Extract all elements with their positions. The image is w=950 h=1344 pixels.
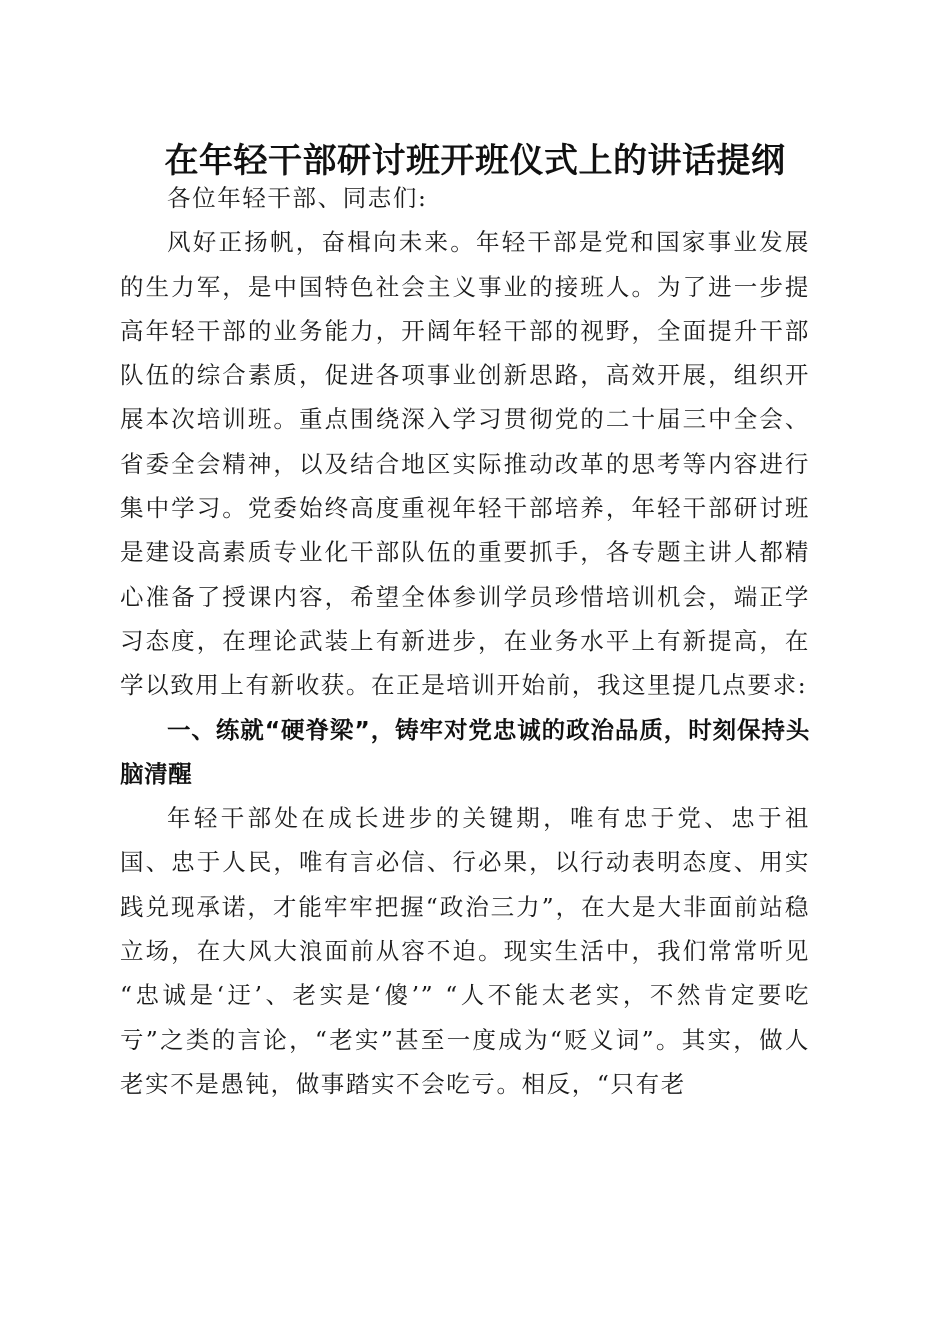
intro-paragraph: 风好正扬帆，奋楫向未来。年轻干部是党和国家事业发展的生力军，是中国特色社会主义事业的接班人。为了进一步提高年轻干部的业务能力，开阔年轻干部的视野，全面提升干部队伍的综合素质，促进各项事业创新思路，高效开展，组织开展本次培训班。重点围绕深入学习贯彻党的二十届三中全会、省委全会精神，以及结合地区实际推动改革的思考等内容进行集中学习。党委始终高度重视年轻干部培养，年轻干部研讨班是建设高素质专业化干部队伍的重要抓手，各专题主讲人都精心准备了授课内容，希望全体参训学员珍惜培训机会，端正学习态度，在理论武装上有新进步，在业务水平上有新提高，在学以致用上有新收获。在正是培训开始前，我这里提几点要求: xyxy=(120,228,810,700)
document-body xyxy=(120,176,810,1106)
section-1-paragraph: 年轻干部处在成长进步的关键期，唯有忠于党、忠于祖国、忠于人民，唯有言必信、行必果，以行动表明态度、用实践兑现承诺，才能牢牢把握“政治三力”，在大是大非面前站稳立场，在大风大浪面前从容不迫。现实生活中，我们常常听见 “忠诚是‘迂’、老实是‘傻’” “人不能太老实，不然肯定要吃亏”之类的言论，“老实”甚至一度成为“贬义词”。其实，做人老实不是愚钝，做事踏实不会吃亏。相反，“只有老 xyxy=(120,804,810,1098)
salutation: 各位年轻干部、同志们: xyxy=(167,184,428,212)
section-heading-1: 一、练就“硬脊梁”，铸牢对党忠诚的政治品质，时刻保持头脑清醒 xyxy=(120,715,810,788)
document-title: 在年轻干部研讨班开班仪式上的讲话提纲 xyxy=(164,141,786,181)
